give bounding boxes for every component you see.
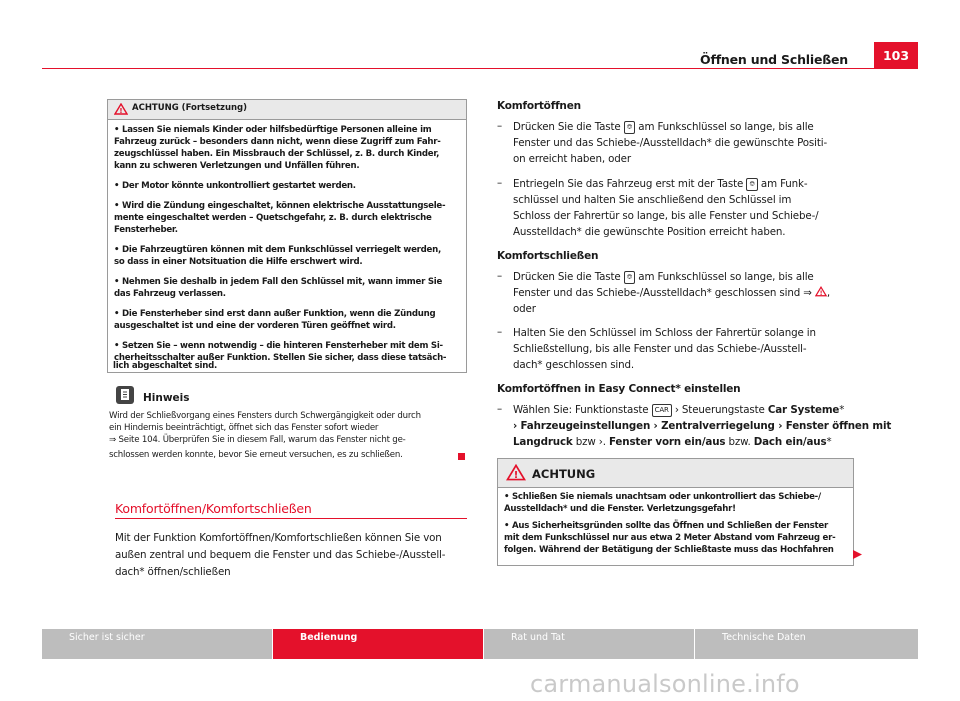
note-line: ein Hindernis beeinträchtigt, öffnet sich das Fenster sofort wieder [109, 423, 379, 433]
warning-line: cherheitsschalter außer Funktion. Stellen Sie sicher, dass diese tatsäch- [114, 353, 447, 363]
note-line: ⇒ Seite 104. Überprüfen Sie in diesem Fall, warum das Fenster nicht ge- [109, 435, 406, 445]
warning-line: • Nehmen Sie deshalb in jedem Fall den Schlüssel mit, wann immer Sie [114, 277, 443, 287]
text-run: * [839, 404, 845, 416]
note-icon [116, 386, 134, 404]
list-dash: – [497, 326, 503, 338]
heading-easy-connect: Komfortöffnen in Easy Connect* einstellen [497, 383, 741, 395]
text-run: Drücken Sie die Taste [513, 121, 621, 133]
list-item-line: dach* geschlossen sind. [513, 359, 635, 371]
section-title: Komfortöffnen/Komfortschließen [115, 501, 312, 516]
body-line: außen zentral und bequem die Fenster und das Schiebe-/Ausstell- [115, 549, 446, 561]
list-item-line: › Fahrzeugeinstellungen › Zentralverriegelung › Fenster öffnen mit [513, 420, 892, 432]
text-run: Dach ein/aus [753, 436, 827, 448]
list-item-line [513, 119, 814, 136]
footer-tab-bedienung[interactable]: Bedienung [273, 629, 483, 659]
header-rule [42, 68, 918, 69]
watermark: carmanualsonline.info [530, 670, 800, 698]
list-dash: – [497, 120, 503, 132]
svg-text:!: ! [119, 107, 123, 115]
text-run: am Funk- [760, 178, 808, 190]
note-title: Hinweis [143, 392, 190, 404]
body-line: Mit der Funktion Komfortöffnen/Komfortschließen können Sie von [115, 532, 442, 544]
car-key-button: CAR [652, 404, 672, 417]
warning-line: mente eingeschaltet werden – Quetschgefahr, z. B. durch elektrische [114, 213, 432, 223]
list-item-line [513, 285, 830, 302]
list-item-line: on erreicht haben, oder [513, 153, 631, 165]
text-run: Wählen Sie: Funktionstaste [513, 404, 649, 416]
footer-tab-technische-daten[interactable]: Technische Daten [695, 629, 918, 659]
body-line: dach* öffnen/schließen [115, 566, 231, 578]
heading-komfortoeffnen: Komfortöffnen [497, 100, 581, 112]
warning-box-continued [107, 99, 467, 373]
warning-line: • Die Fahrzeugtüren können mit dem Funkschlüssel verriegelt werden, [114, 245, 442, 255]
heading-komfortschliessen: Komfortschließen [497, 250, 599, 262]
continue-arrow-icon [853, 550, 862, 559]
text-run: bzw ›. [572, 436, 609, 448]
warning-line: mit dem Funkschlüssel nur aus etwa 2 Meter Abstand vom Fahrzeug er- [504, 533, 836, 543]
warning-line: • Die Fensterheber sind erst dann außer Funktion, wenn die Zündung [114, 309, 436, 319]
list-item-line [513, 402, 844, 419]
text-run: Entriegeln Sie das Fahrzeug erst mit der Taste [513, 178, 744, 190]
svg-text:!: ! [513, 470, 519, 481]
list-item-line [513, 434, 831, 451]
list-item-line [513, 269, 814, 286]
warning-box-title: ACHTUNG (Fortsetzung) [132, 103, 248, 113]
warning-triangle-icon[interactable] [815, 286, 827, 297]
warning-line: so dass in einer Notsituation die Hilfe erschwert wird. [114, 257, 363, 267]
text-run: Fenster vorn ein/aus [608, 436, 726, 448]
list-dash: – [497, 270, 503, 282]
warning-triangle-icon [506, 464, 526, 481]
svg-text:!: ! [819, 289, 823, 297]
page-number: 103 [874, 42, 918, 68]
note-line: schlossen werden konnte, bevor Sie erneut versuchen, es zu schließen. [109, 450, 403, 460]
unlock-key-icon: ⎊ [624, 121, 635, 134]
warning-line: zeugschlüssel haben. Ein Missbrauch der Schlüssel, z. B. durch Kinder, [114, 149, 440, 159]
warning-line: • Wird die Zündung eingeschaltet, können elektrische Ausstattungsele- [114, 201, 446, 211]
lock-key-icon: ⎊ [624, 271, 635, 284]
text-run: Fenster und das Schiebe-/Ausstelldach* geschlossen sind ⇒ [513, 287, 812, 299]
footer-tab-rat-und-tat[interactable]: Rat und Tat [484, 629, 694, 659]
warning-line: • Lassen Sie niemals Kinder oder hilfsbedürftige Personen alleine im [114, 125, 432, 135]
warning-triangle-icon [114, 103, 128, 115]
warning-line: Ausstelldach* und die Fenster. Verletzungsgefahr! [504, 504, 736, 514]
warning-box-header [108, 100, 466, 120]
list-item-line: Ausstelldach* die gewünschte Position erreicht haben. [513, 226, 786, 238]
text-run: bzw. [725, 436, 754, 448]
warning-line: • Setzen Sie – wenn notwendig – die hinteren Fensterheber mit dem Si- [114, 341, 443, 351]
warning-line: • Aus Sicherheitsgründen sollte das Öffnen und Schließen der Fenster [504, 521, 828, 531]
section-end-marker [458, 453, 465, 460]
list-item-line: schlüssel und halten Sie anschließend den Schlüssel im [513, 194, 792, 206]
warning-line: kann zu schweren Verletzungen und Unfällen führen. [114, 161, 360, 171]
list-dash: – [497, 177, 503, 189]
warning-box-title: ACHTUNG [532, 467, 596, 481]
warning-line: • Der Motor könnte unkontrolliert gestartet werden. [114, 181, 356, 191]
warning-line: folgen. Während der Betätigung der Schließtaste muss das Hochfahren [504, 545, 834, 555]
note-line: Wird der Schließvorgang eines Fensters durch Schwergängigkeit oder durch [109, 411, 421, 421]
list-item-line: Fenster und das Schiebe-/Ausstelldach* die gewünschte Positi- [513, 137, 828, 149]
warning-line: Fahrzeug zurück – besonders dann nicht, wenn diese Zugriff zum Fahr- [114, 137, 441, 147]
list-item-line: oder [513, 303, 536, 315]
warning-line: lich abgeschaltet sind. [113, 361, 217, 371]
list-item-line: Schloss der Fahrertür so lange, bis alle Fenster und Schiebe-/ [513, 210, 819, 222]
text-run: , [826, 287, 830, 299]
warning-line: ausgeschaltet ist und eine der vorderen Türen geöffnet wird. [114, 321, 396, 331]
warning-line: • Schließen Sie niemals unachtsam oder unkontrolliert das Schiebe-/ [504, 492, 821, 502]
section-rule [115, 518, 467, 519]
text-run: am Funkschlüssel so lange, bis alle [638, 121, 814, 133]
text-run: * [826, 436, 832, 448]
text-run: › Steuerungstaste [674, 404, 765, 416]
warning-box [497, 458, 854, 566]
warning-box-header [498, 459, 853, 488]
warning-line: Fensterheber. [114, 225, 178, 235]
list-dash: – [497, 403, 503, 415]
text-run: am Funkschlüssel so lange, bis alle [638, 271, 814, 283]
list-item-line: Schließstellung, bis alle Fenster und das Schiebe-/Ausstell- [513, 343, 807, 355]
list-item-line: Halten Sie den Schlüssel im Schloss der Fahrertür solange in [513, 327, 816, 339]
unlock-key-icon: ⎊ [746, 178, 757, 191]
text-run: Car Systeme [767, 404, 840, 416]
footer-tab-sicher[interactable]: Sicher ist sicher [42, 629, 272, 659]
page-header-title: Öffnen und Schließen [700, 52, 848, 67]
list-item-line [513, 176, 807, 193]
warning-line: das Fahrzeug verlassen. [114, 289, 226, 299]
text-run: Langdruck [513, 436, 573, 448]
text-run: Drücken Sie die Taste [513, 271, 621, 283]
